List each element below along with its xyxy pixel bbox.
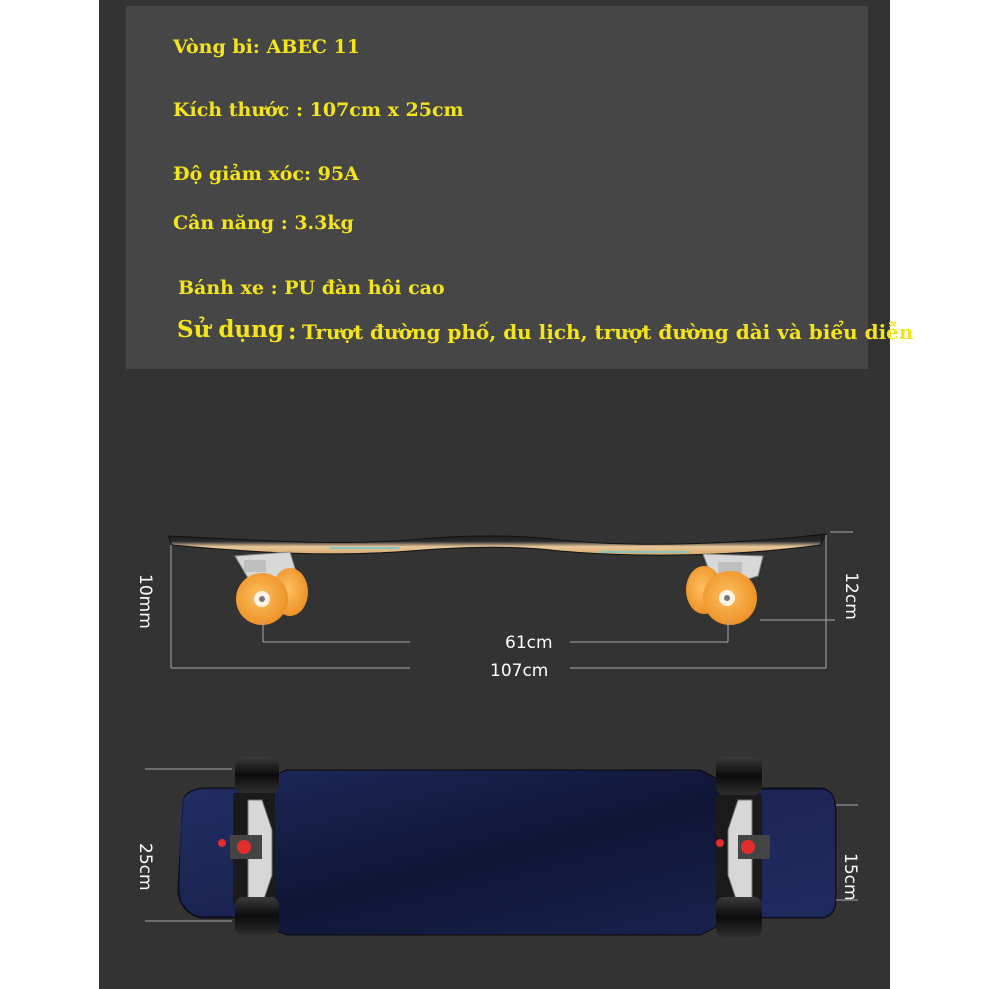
wheel-top-right-upper: [716, 757, 762, 795]
spec-usage-colon: :: [288, 318, 297, 345]
dimension-height-left: 10mm: [135, 574, 155, 629]
right-truck-top: [716, 757, 770, 937]
dimension-length: 107cm: [490, 661, 549, 681]
spec-shock-absorption: Độ giảm xóc: 95A: [173, 163, 359, 185]
wheel-top-left-lower: [235, 897, 279, 935]
spec-size: Kích thước : 107cm x 25cm: [173, 99, 464, 121]
spec-wheels: Bánh xe : PU đàn hôi cao: [178, 277, 445, 299]
wheel-top-right-lower: [716, 897, 762, 937]
deck-side-profile: [168, 534, 826, 555]
spec-usage-value: Trượt đường phố, du lịch, trượt đường dài và biểu diễn: [302, 320, 914, 344]
spec-bearing: Vòng bi: ABEC 11: [173, 36, 360, 58]
spec-usage-label: Sử dụng: [177, 316, 284, 343]
dimension-width-left: 25cm: [135, 843, 155, 891]
dimension-wheelbase: 61cm: [505, 633, 553, 653]
top-view-board: [178, 757, 836, 937]
dimension-width-right: 15cm: [840, 853, 860, 901]
wheel-top-left-upper: [235, 757, 279, 793]
side-view-board: [168, 534, 826, 625]
spec-weight: Cân năng : 3.3kg: [173, 212, 354, 234]
dimension-height-right: 12cm: [841, 572, 861, 620]
